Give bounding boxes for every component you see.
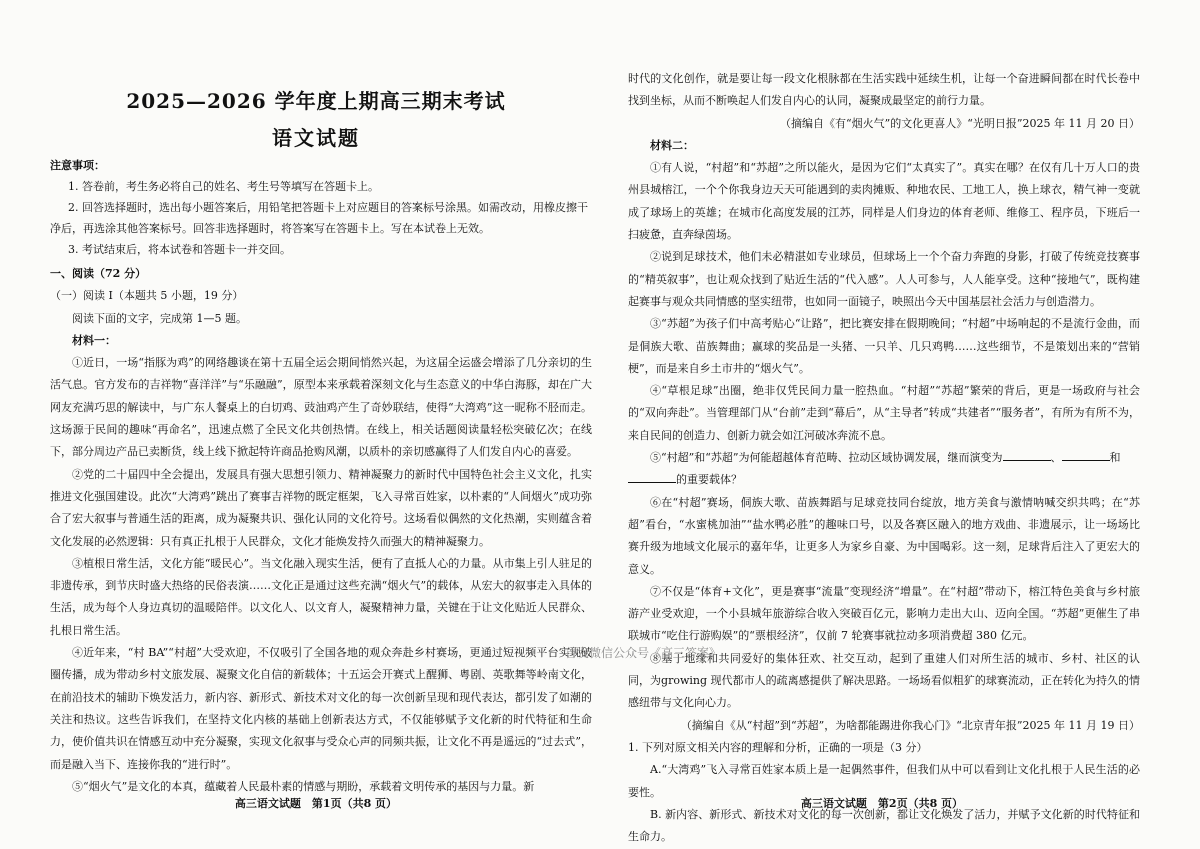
subject-title: 语文试题 bbox=[272, 126, 360, 150]
paragraph-text: ⑤“村超”和“苏超”为何能超越体育范畴、拉动区域协调发展，继而演变为 bbox=[650, 451, 1003, 465]
notice-heading: 注意事项： bbox=[50, 159, 105, 172]
page-2 bbox=[622, 0, 1142, 849]
paragraph: ⑥在“村超”赛场，侗族大歌、苗族舞蹈与足球竞技同台绽放，地方美食与激情呐喊交织共鸣；在“苏超”看台，“水蜜桃加油”“盐水鸭必胜”的趣味口号，以及各赛区融入的地方戏曲、非遗展示，让一场场比赛升级为地域文化展示的嘉年华，让更多人为家乡自豪、为中国喝彩。这一刻，足球背后注入了更宏大的意义。 bbox=[628, 495, 1140, 576]
section-heading: 一、阅读（72 分） bbox=[50, 267, 147, 280]
paragraph: ②说到足球技术，他们未必精湛如专业球员，但球场上一个个奋力奔跑的身影，打破了传统竞技赛事的“精英叙事”，也让观众找到了贴近生活的“代入感”。人人可参与，人人能享受。这种“接地气”，既构建起赛事与观众共同情感的坚实纽带，也如同一面镜子，映照出今天中国基层社会活力与创造潜力。 bbox=[628, 250, 1140, 308]
page-footer: 高三语文试题 第2页（共8 页） bbox=[800, 797, 964, 810]
reading-text-right bbox=[628, 68, 1140, 848]
reading-text-left bbox=[50, 263, 592, 798]
paragraph: ①有人说，“村超”和“苏超”之所以能火，是因为它们“太真实了”。真实在哪？在仅有几十万人口的贵州县城榕江，一个个你我身边天天可能遇到的卖肉摊贩、种地农民、工地工人，换上球衣，精气神一变就成了球场上的英雄；在城市化高度发展的江苏，同样是人们身边的体育老师、维修工、程序员，下班后一扫疲惫，直奔绿茵场。 bbox=[628, 161, 1140, 242]
paragraph: ⑦不仅是“体育+文化”，更是赛事“流量”变现经济“增量”。在“村超”带动下，榕江特色美食与乡村旅游产业受欢迎，一个小县城年旅游综合收入突破百亿元，影响力走出大山、迈向全国。“苏超”更催生了串联城市“吃住行游购娱”的“票根经济”，仅前 7 轮赛事就拉动多项消费超 380 亿元。 bbox=[628, 584, 1140, 643]
paragraph: ④“草根足球”出圈，绝非仅凭民间力量一腔热血。“村超”“苏超”繁荣的背后，更是一场政府与社会的“双向奔赴”。当管理部门从“台前”走到“幕后”，从“主导者”转成“共建者”“服务者”，有所为有所不为，来自民间的创造力、创新力就会如江河破冰奔流不息。 bbox=[628, 384, 1140, 442]
material-label: 材料二： bbox=[650, 138, 694, 152]
paragraph-text: 的重要载体？ bbox=[676, 473, 742, 487]
paragraph: ④近年来，“村 BA”“村超”大受欢迎，不仅吸引了全国各地的观众奔赴乡村赛场，更通过短视频平台实现破圈传播，成为带动乡村文旅发展、凝聚文化自信的新载体；十五运会开赛式上醒狮、粤剧、英歌舞等岭南文化，在前沿技术的辅助下焕发活力，新内容、新形式、新技术对文化的每一次创新呈现和现代表达，都引发了如潮的关注和热议。这些告诉我们，在坚持文化内核的基础上创新表达方式，不仅能够赋予文化新的时代特征和生命力，使价值共识在情感互动中充分凝聚，实现文化叙事与受众心声的同频共振，让文化不再是遥远的“过去式”，而是融入当下、连接你我的“进行时”。 bbox=[50, 646, 592, 771]
question-stem: 1. 下列对原文相关内容的理解和分析，正确的一项是（3 分） bbox=[628, 740, 928, 754]
notice-block bbox=[50, 155, 590, 260]
fill-blank bbox=[1062, 450, 1110, 461]
fill-blank bbox=[1003, 450, 1051, 461]
notice-item: 1. 答卷前，考生务必将自己的姓名、考生号等填写在答题卡上。 bbox=[68, 180, 379, 193]
subsection-heading: （一）阅读 I（本题共 5 小题，19 分） bbox=[50, 289, 244, 303]
option-b: B. 新内容、新形式、新技术对文化的每一次创新，都让文化焕发了活力，并赋予文化新的时代特征和生命力。 bbox=[628, 807, 1140, 844]
paragraph: ②党的二十届四中全会提出，发展具有强大思想引领力、精神凝聚力的新时代中国特色社会主义文化，扎实推进文化强国建设。此次“大湾鸡”跳出了赛事吉祥物的既定框架，飞入寻常百姓家，以朴素的“人间烟火”成功弥合了宏大叙事与普通生活的距离，成为凝聚共识、强化认同的文化符号。这场看似偶然的文化热潮，实则蕴含着文化发展的必然逻辑：只有真正扎根于人民群众，文化才能焕发持久而强大的精神凝聚力。 bbox=[50, 467, 592, 548]
notice-item: 3. 考试结束后，将本试卷和答题卡一并交回。 bbox=[68, 243, 291, 256]
paragraph: ③植根日常生活，文化方能“暖民心”。当文化融入现实生活，便有了直抵人心的力量。从市集上引人驻足的非遗传承，到节庆时盛大热络的民俗表演……文化正是通过这些充满“烟火气”的载体，从宏大的叙事走入具体的生活，成为每个人身边真切的温暖陪伴。以文化人、以文育人，凝聚精神力量，关键在于让文化贴近人民群众、扎根日常生活。 bbox=[50, 556, 592, 637]
material-label: 材料一： bbox=[72, 333, 116, 347]
fill-blank bbox=[628, 472, 676, 483]
source-citation: （摘编自《从“村超”到“苏超”，为啥都能踢进你我心门》“北京青年报”2025 年 11 月 19 日） bbox=[680, 718, 1140, 732]
source-citation: （摘编自《有“烟火气”的文化更喜人》“光明日报”2025 年 11 月 20 日） bbox=[780, 116, 1140, 130]
instruction: 阅读下面的文字，完成第 1—5 题。 bbox=[72, 311, 247, 325]
page-footer: 高三语文试题 第1页（共8 页） bbox=[234, 797, 398, 810]
exam-title: 2025—2026 学年度上期高三期末考试 bbox=[126, 89, 506, 113]
option-a: A.“大湾鸡”飞入寻常百姓家本质上是一起偶然事件，但我们从中可以看到让文化扎根于人民生活的必要性。 bbox=[628, 763, 1140, 799]
watermark-text: 首发微信公众号《高三答案》 bbox=[565, 646, 722, 660]
notice-item: 2. 回答选择题时，选出每小题答案后，用铅笔把答题卡上对应题目的答案标号涂黑。如需改动，用橡皮擦干净后，再选涂其他答案标号。回答非选择题时，将答案写在答题卡上。写在本试卷上无效。 bbox=[50, 201, 588, 235]
paragraph: ⑧基于地缘和共同爱好的集体狂欢、社交互动，起到了重建人们对所生活的城市、乡村、社区的认同，为growing 现代都市人的疏离感提供了解决思路。一场场看似粗犷的球赛流动，正在转化为持久的情感纽带与文化向心力。 bbox=[628, 651, 1140, 710]
paragraph-continuation: 时代的文化创作，就是要让每一段文化根脉都在生活实践中延续生机，让每一个奋进瞬间都在时代长卷中找到坐标，从而不断唤起人们发自内心的认同，凝聚成最坚定的前行力量。 bbox=[628, 72, 1140, 108]
paragraph-with-blanks: ⑤“村超”和“苏超”为何能超越体育范畴、拉动区域协调发展，继而演变为 、 和 的重要载体？ bbox=[628, 447, 1140, 492]
paragraph: ⑤“烟火气”是文化的本真，蕴藏着人民最朴素的情感与期盼，承载着文明传承的基因与力量。新 bbox=[72, 779, 535, 793]
paragraph: ①近日，一场“指豚为鸡”的网络趣谈在第十五届全运会期间悄然兴起，为这届全运盛会增添了几分亲切的生活气息。官方发布的吉祥物“喜洋洋”与“乐融融”，原型本来承载着深刻文化与生态意义的中华白海豚，却在广大网友充满巧思的解读中，与广东人餐桌上的白切鸡、豉油鸡产生了奇妙联结，使得“大湾鸡”这一昵称不胫而走。这场源于民间的趣味“再命名”，迅速点燃了全民文化共创热情。在线上，相关话题阅读量轻松突破亿次；在线下，部分周边产品已卖断货，线上线下掀起特许商品抢购风潮，以质朴的亲切感赢得了人们发自内心的喜爱。 bbox=[50, 356, 592, 459]
page-1 bbox=[40, 0, 592, 849]
paragraph: ③“苏超”为孩子们中高考贴心“让路”，把比赛安排在假期晚间；“村超”中场响起的不是流行金曲，而是侗族大歌、苗族舞曲；赢球的奖品是一头猪、一只羊、几只鸡鸭……这些细节，不是策划出来的“营销梗”，而是来自乡土市井的“烟火气”。 bbox=[628, 317, 1140, 375]
